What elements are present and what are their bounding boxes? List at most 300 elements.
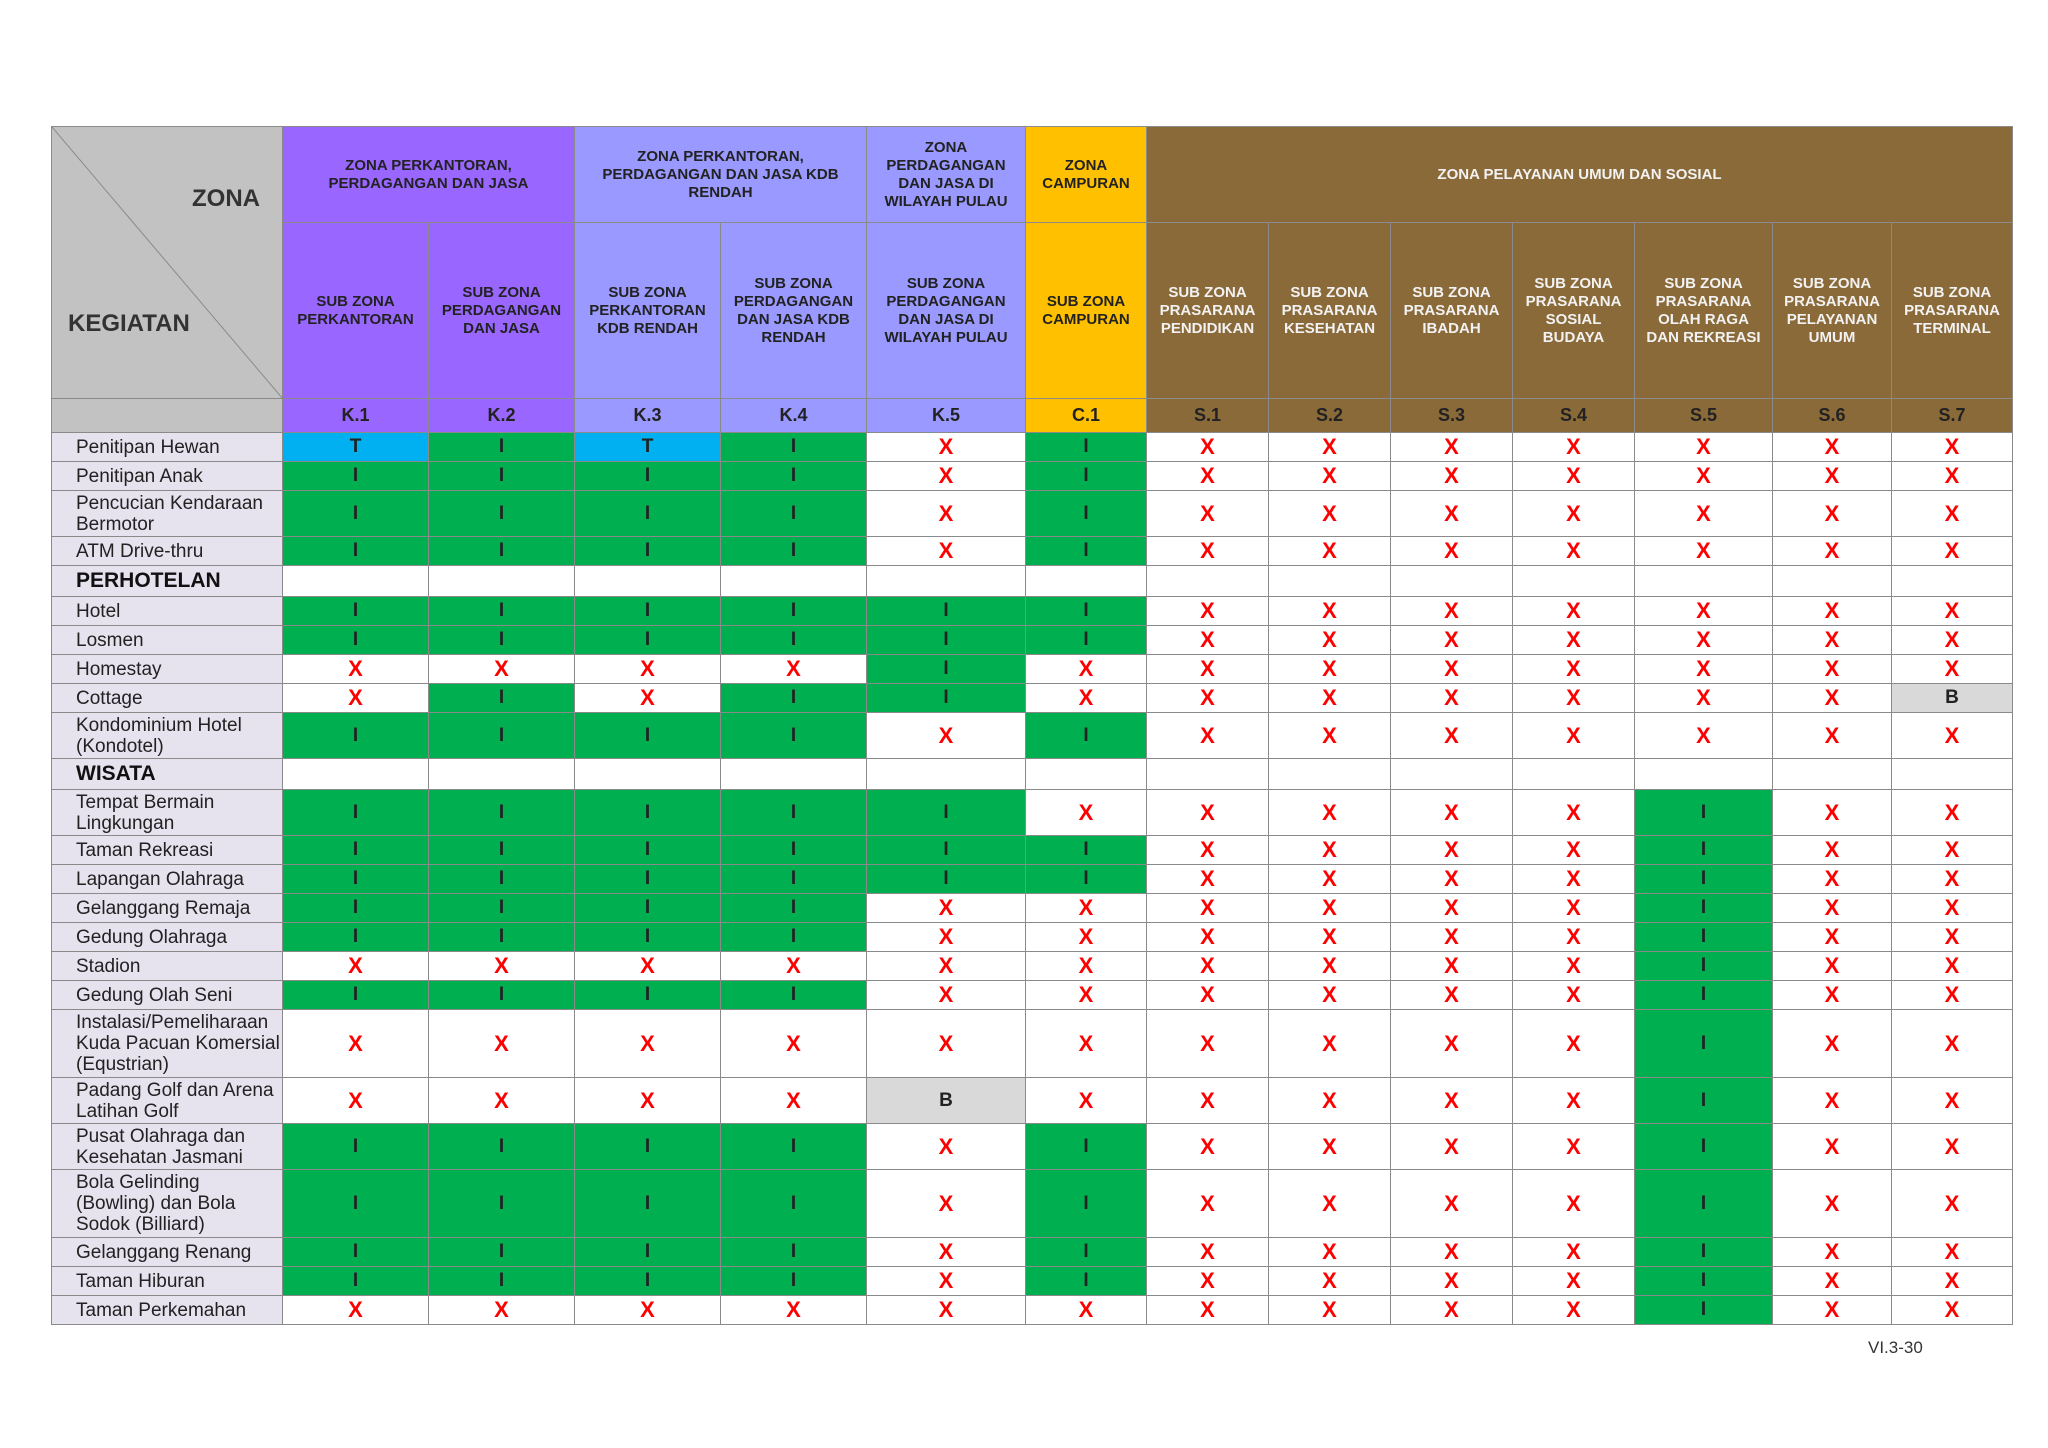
permission-cell: X	[1892, 597, 2013, 626]
permission-cell: I	[575, 865, 721, 894]
permission-cell: X	[1892, 491, 2013, 537]
permission-cell: I	[575, 790, 721, 836]
permission-cell: X	[1147, 626, 1269, 655]
zone-group-header: ZONA PERKANTORAN, PERDAGANGAN DAN JASA	[283, 127, 575, 223]
permission-cell: X	[1773, 1010, 1892, 1078]
permission-cell: X	[1269, 836, 1391, 865]
permission-cell: X	[1773, 491, 1892, 537]
permission-cell: X	[1892, 1078, 2013, 1124]
permission-cell: T	[283, 433, 429, 462]
activity-label: Gedung Olahraga	[52, 923, 283, 952]
permission-cell: X	[1026, 923, 1147, 952]
permission-cell: I	[721, 491, 867, 537]
permission-cell: X	[1147, 1170, 1269, 1238]
permission-cell: X	[1513, 462, 1635, 491]
permission-cell: I	[1026, 462, 1147, 491]
permission-cell: I	[867, 597, 1026, 626]
section-blank-cell	[1635, 759, 1773, 790]
permission-cell: I	[1635, 790, 1773, 836]
permission-cell: X	[575, 1296, 721, 1325]
permission-cell: I	[429, 1124, 575, 1170]
subzone-code: S.4	[1513, 399, 1635, 433]
permission-cell: I	[575, 981, 721, 1010]
permission-cell: I	[721, 713, 867, 759]
activity-label: Losmen	[52, 626, 283, 655]
section-blank-cell	[283, 759, 429, 790]
permission-cell: X	[1391, 1010, 1513, 1078]
section-blank-cell	[1635, 566, 1773, 597]
permission-cell: B	[867, 1078, 1026, 1124]
activity-label: Kondominium Hotel (Kondotel)	[52, 713, 283, 759]
permission-cell: X	[1147, 491, 1269, 537]
permission-cell: I	[283, 865, 429, 894]
permission-cell: X	[1635, 462, 1773, 491]
permission-cell: X	[1391, 713, 1513, 759]
permission-cell: X	[1147, 1078, 1269, 1124]
permission-cell: X	[1892, 790, 2013, 836]
permission-cell: X	[1513, 1267, 1635, 1296]
permission-cell: X	[1773, 865, 1892, 894]
permission-cell: X	[1892, 537, 2013, 566]
activity-label: Penitipan Hewan	[52, 433, 283, 462]
section-blank-cell	[283, 566, 429, 597]
table-row	[52, 1267, 2013, 1296]
permission-cell: I	[1635, 865, 1773, 894]
activity-label: ATM Drive-thru	[52, 537, 283, 566]
corner-diagonal	[52, 127, 283, 399]
permission-cell: I	[721, 981, 867, 1010]
subzone-code: K.5	[867, 399, 1026, 433]
permission-cell: X	[575, 655, 721, 684]
permission-cell: X	[1892, 923, 2013, 952]
permission-cell: X	[1773, 1124, 1892, 1170]
permission-cell: X	[1147, 952, 1269, 981]
table-row	[52, 597, 2013, 626]
permission-cell: I	[1026, 1267, 1147, 1296]
permission-cell: I	[429, 836, 575, 865]
section-row	[52, 566, 2013, 597]
activity-label: Padang Golf dan Arena Latihan Golf	[52, 1078, 283, 1124]
corner-header	[52, 127, 283, 399]
permission-cell: I	[721, 1124, 867, 1170]
permission-cell: X	[1513, 597, 1635, 626]
table-row	[52, 894, 2013, 923]
subzone-code: S.5	[1635, 399, 1773, 433]
permission-cell: X	[1269, 1010, 1391, 1078]
permission-cell: X	[1147, 1238, 1269, 1267]
subzone-code: S.1	[1147, 399, 1269, 433]
permission-cell: X	[721, 1296, 867, 1325]
permission-cell: X	[1391, 790, 1513, 836]
permission-cell: I	[429, 713, 575, 759]
permission-cell: X	[1026, 684, 1147, 713]
permission-cell: X	[1513, 1010, 1635, 1078]
permission-cell: X	[1513, 952, 1635, 981]
permission-cell: I	[283, 1238, 429, 1267]
permission-cell: X	[1391, 981, 1513, 1010]
permission-cell: X	[1391, 655, 1513, 684]
table-row	[52, 1296, 2013, 1325]
activity-label: Taman Rekreasi	[52, 836, 283, 865]
permission-cell: X	[1026, 952, 1147, 981]
permission-cell: X	[1391, 836, 1513, 865]
permission-cell: I	[283, 626, 429, 655]
permission-cell: X	[283, 684, 429, 713]
activity-label: Penitipan Anak	[52, 462, 283, 491]
permission-cell: X	[1513, 491, 1635, 537]
permission-cell: X	[1391, 597, 1513, 626]
permission-cell: X	[1892, 462, 2013, 491]
activity-label: Tempat Bermain Lingkungan	[52, 790, 283, 836]
permission-cell: X	[867, 1238, 1026, 1267]
permission-cell: I	[721, 462, 867, 491]
table-row	[52, 1124, 2013, 1170]
permission-cell: X	[1269, 1170, 1391, 1238]
permission-cell: X	[1513, 433, 1635, 462]
permission-cell: I	[575, 894, 721, 923]
zone-group-header: ZONA PERDAGANGAN DAN JASA DI WILAYAH PULAU	[867, 127, 1026, 223]
permission-cell: I	[1026, 491, 1147, 537]
permission-cell: X	[1391, 491, 1513, 537]
activity-label: Pusat Olahraga dan Kesehatan Jasmani	[52, 1124, 283, 1170]
table-row	[52, 923, 2013, 952]
permission-cell: X	[1773, 1267, 1892, 1296]
permission-cell: X	[1026, 981, 1147, 1010]
permission-cell: I	[575, 462, 721, 491]
permission-cell: I	[1635, 1078, 1773, 1124]
table-row	[52, 981, 2013, 1010]
permission-cell: X	[1773, 626, 1892, 655]
permission-cell: I	[867, 655, 1026, 684]
subzone-header: SUB ZONA PERDAGANGAN DAN JASA KDB RENDAH	[721, 223, 867, 399]
section-blank-cell	[721, 566, 867, 597]
permission-cell: X	[1391, 1267, 1513, 1296]
permission-cell: X	[1269, 626, 1391, 655]
permission-cell: X	[1147, 1124, 1269, 1170]
subzone-header: SUB ZONA PERKANTORAN	[283, 223, 429, 399]
permission-cell: I	[1635, 1267, 1773, 1296]
permission-cell: X	[1269, 1078, 1391, 1124]
permission-cell: X	[1892, 1124, 2013, 1170]
permission-cell: X	[1773, 894, 1892, 923]
permission-cell: X	[575, 684, 721, 713]
permission-cell: X	[1635, 491, 1773, 537]
section-blank-cell	[1147, 566, 1269, 597]
permission-cell: X	[1269, 1267, 1391, 1296]
permission-cell: X	[1269, 952, 1391, 981]
permission-cell: X	[1147, 894, 1269, 923]
subzone-header: SUB ZONA PRASARANA PELAYANAN UMUM	[1773, 223, 1892, 399]
code-header-blank	[52, 399, 283, 433]
permission-cell: X	[1269, 537, 1391, 566]
subzone-header: SUB ZONA PRASARANA KESEHATAN	[1269, 223, 1391, 399]
permission-cell: X	[1635, 684, 1773, 713]
permission-cell: X	[1892, 981, 2013, 1010]
section-blank-cell	[721, 759, 867, 790]
table-row	[52, 433, 2013, 462]
permission-cell: X	[1773, 790, 1892, 836]
subzone-header: SUB ZONA PERKANTORAN KDB RENDAH	[575, 223, 721, 399]
table-row	[52, 1078, 2013, 1124]
section-blank-cell	[1269, 759, 1391, 790]
subzone-code: S.6	[1773, 399, 1892, 433]
permission-cell: X	[1147, 713, 1269, 759]
permission-cell: X	[1391, 1238, 1513, 1267]
section-blank-cell	[1892, 759, 2013, 790]
permission-cell: X	[1513, 790, 1635, 836]
permission-cell: I	[867, 836, 1026, 865]
permission-cell: I	[575, 1124, 721, 1170]
permission-cell: I	[721, 923, 867, 952]
table-row	[52, 462, 2013, 491]
permission-cell: X	[1269, 1238, 1391, 1267]
permission-cell: X	[1892, 894, 2013, 923]
activity-label: Stadion	[52, 952, 283, 981]
permission-cell: X	[1147, 790, 1269, 836]
permission-cell: I	[429, 1267, 575, 1296]
permission-cell: X	[1391, 537, 1513, 566]
permission-cell: I	[283, 537, 429, 566]
permission-cell: I	[1635, 836, 1773, 865]
permission-cell: X	[867, 1170, 1026, 1238]
permission-cell: X	[1026, 894, 1147, 923]
permission-cell: X	[1269, 684, 1391, 713]
permission-cell: I	[1635, 1170, 1773, 1238]
permission-cell: X	[1635, 597, 1773, 626]
permission-cell: X	[1513, 981, 1635, 1010]
permission-cell: X	[867, 1010, 1026, 1078]
permission-cell: X	[283, 952, 429, 981]
permission-cell: X	[867, 894, 1026, 923]
permission-cell: I	[721, 836, 867, 865]
page-number: VI.3-30	[1868, 1338, 1923, 1357]
subzone-code: C.1	[1026, 399, 1147, 433]
permission-cell: X	[867, 1124, 1026, 1170]
permission-cell: X	[1147, 462, 1269, 491]
section-row	[52, 759, 2013, 790]
permission-cell: I	[283, 1267, 429, 1296]
table-row	[52, 684, 2013, 713]
permission-cell: X	[1892, 1267, 2013, 1296]
permission-cell: I	[575, 1238, 721, 1267]
permission-cell: X	[1892, 865, 2013, 894]
section-blank-cell	[867, 566, 1026, 597]
permission-cell: X	[575, 1078, 721, 1124]
permission-cell: I	[1026, 1238, 1147, 1267]
permission-cell: I	[1026, 537, 1147, 566]
section-blank-cell	[429, 759, 575, 790]
permission-cell: X	[1513, 923, 1635, 952]
permission-cell: X	[1635, 655, 1773, 684]
permission-cell: I	[1635, 981, 1773, 1010]
permission-cell: X	[1513, 1296, 1635, 1325]
permission-cell: X	[429, 655, 575, 684]
table-row	[52, 865, 2013, 894]
permission-cell: I	[1635, 1238, 1773, 1267]
table-row	[52, 836, 2013, 865]
zone-group-header: ZONA PELAYANAN UMUM DAN SOSIAL	[1147, 127, 2013, 223]
permission-cell: X	[1269, 1296, 1391, 1325]
permission-cell: X	[867, 713, 1026, 759]
permission-cell: I	[721, 597, 867, 626]
permission-cell: I	[429, 894, 575, 923]
section-blank-cell	[1147, 759, 1269, 790]
kegiatan-label: KEGIATAN	[68, 310, 190, 337]
permission-cell: I	[575, 923, 721, 952]
subzone-code: K.4	[721, 399, 867, 433]
permission-cell: X	[867, 923, 1026, 952]
permission-cell: X	[1269, 491, 1391, 537]
section-label: PERHOTELAN	[52, 566, 283, 597]
permission-cell: I	[1026, 836, 1147, 865]
permission-cell: I	[429, 433, 575, 462]
permission-cell: I	[1026, 1124, 1147, 1170]
permission-cell: X	[1269, 713, 1391, 759]
permission-cell: I	[575, 597, 721, 626]
permission-cell: I	[575, 491, 721, 537]
permission-cell: X	[1269, 894, 1391, 923]
permission-cell: X	[1269, 655, 1391, 684]
permission-cell: X	[575, 952, 721, 981]
activity-label: Taman Perkemahan	[52, 1296, 283, 1325]
permission-cell: X	[1635, 713, 1773, 759]
permission-cell: X	[575, 1010, 721, 1078]
section-blank-cell	[867, 759, 1026, 790]
permission-cell: I	[721, 537, 867, 566]
permission-cell: I	[429, 537, 575, 566]
permission-cell: X	[429, 1010, 575, 1078]
permission-cell: I	[1635, 952, 1773, 981]
activity-label: Gelanggang Renang	[52, 1238, 283, 1267]
permission-cell: I	[867, 626, 1026, 655]
subzone-header: SUB ZONA PRASARANA OLAH RAGA DAN REKREASI	[1635, 223, 1773, 399]
subzone-code: K.1	[283, 399, 429, 433]
permission-cell: X	[867, 1267, 1026, 1296]
permission-cell: X	[1773, 923, 1892, 952]
permission-cell: I	[721, 684, 867, 713]
permission-cell: X	[1269, 865, 1391, 894]
activity-label: Taman Hiburan	[52, 1267, 283, 1296]
permission-cell: X	[1513, 1170, 1635, 1238]
permission-cell: X	[1391, 1078, 1513, 1124]
permission-cell: X	[1892, 1238, 2013, 1267]
permission-cell: I	[1635, 1124, 1773, 1170]
permission-cell: X	[1513, 655, 1635, 684]
permission-cell: X	[1026, 1078, 1147, 1124]
activity-label: Lapangan Olahraga	[52, 865, 283, 894]
permission-cell: X	[1147, 923, 1269, 952]
permission-cell: I	[283, 923, 429, 952]
permission-cell: I	[429, 462, 575, 491]
permission-cell: X	[1892, 626, 2013, 655]
permission-cell: X	[1269, 462, 1391, 491]
subzone-code: S.7	[1892, 399, 2013, 433]
permission-cell: I	[429, 790, 575, 836]
permission-cell: X	[1391, 865, 1513, 894]
permission-cell: X	[1026, 655, 1147, 684]
permission-cell: X	[867, 952, 1026, 981]
permission-cell: X	[1147, 836, 1269, 865]
permission-cell: I	[429, 981, 575, 1010]
table-row	[52, 491, 2013, 537]
permission-cell: I	[429, 684, 575, 713]
table-row	[52, 626, 2013, 655]
subzone-code: K.3	[575, 399, 721, 433]
section-blank-cell	[1513, 759, 1635, 790]
permission-cell: I	[575, 1267, 721, 1296]
subzone-header: SUB ZONA CAMPURAN	[1026, 223, 1147, 399]
permission-cell: I	[1026, 865, 1147, 894]
section-blank-cell	[1892, 566, 2013, 597]
permission-cell: X	[867, 981, 1026, 1010]
permission-cell: I	[721, 626, 867, 655]
section-blank-cell	[575, 566, 721, 597]
permission-cell: I	[575, 713, 721, 759]
permission-cell: I	[867, 865, 1026, 894]
section-blank-cell	[575, 759, 721, 790]
permission-cell: X	[1026, 1010, 1147, 1078]
subzone-header: SUB ZONA PERDAGANGAN DAN JASA DI WILAYAH PULAU	[867, 223, 1026, 399]
permission-cell: B	[1892, 684, 2013, 713]
permission-cell: X	[1892, 655, 2013, 684]
permission-cell: I	[283, 1170, 429, 1238]
section-blank-cell	[1773, 759, 1892, 790]
activity-label: Hotel	[52, 597, 283, 626]
permission-cell: X	[283, 1010, 429, 1078]
permission-cell: X	[283, 1296, 429, 1325]
permission-cell: X	[1773, 1078, 1892, 1124]
permission-cell: X	[1026, 790, 1147, 836]
permission-cell: X	[1892, 433, 2013, 462]
zona-label: ZONA	[192, 185, 260, 212]
permission-cell: X	[1513, 1078, 1635, 1124]
permission-cell: X	[1773, 655, 1892, 684]
permission-cell: X	[1147, 684, 1269, 713]
permission-cell: X	[1391, 894, 1513, 923]
permission-cell: I	[575, 537, 721, 566]
subzone-header: SUB ZONA PERDAGANGAN DAN JASA	[429, 223, 575, 399]
permission-cell: X	[1147, 655, 1269, 684]
zone-group-header: ZONA CAMPURAN	[1026, 127, 1147, 223]
permission-cell: X	[1513, 1238, 1635, 1267]
permission-cell: X	[1391, 1170, 1513, 1238]
permission-cell: X	[1269, 790, 1391, 836]
permission-cell: I	[1026, 597, 1147, 626]
permission-cell: I	[721, 1170, 867, 1238]
permission-cell: X	[1773, 1238, 1892, 1267]
permission-cell: X	[1391, 1124, 1513, 1170]
permission-cell: X	[1147, 981, 1269, 1010]
permission-cell: X	[1773, 537, 1892, 566]
permission-cell: X	[1269, 597, 1391, 626]
subzone-header: SUB ZONA PRASARANA IBADAH	[1391, 223, 1513, 399]
table-row	[52, 952, 2013, 981]
permission-cell: X	[1773, 713, 1892, 759]
permission-cell: I	[283, 894, 429, 923]
subzone-header: SUB ZONA PRASARANA PENDIDIKAN	[1147, 223, 1269, 399]
activity-label: Homestay	[52, 655, 283, 684]
permission-cell: I	[721, 1238, 867, 1267]
permission-cell: X	[721, 952, 867, 981]
permission-cell: X	[1513, 713, 1635, 759]
permission-cell: X	[1391, 433, 1513, 462]
permission-cell: I	[283, 491, 429, 537]
subzone-header: SUB ZONA PRASARANA SOSIAL BUDAYA	[1513, 223, 1635, 399]
permission-cell: I	[1635, 923, 1773, 952]
permission-cell: X	[1147, 1267, 1269, 1296]
permission-cell: I	[721, 1267, 867, 1296]
permission-cell: T	[575, 433, 721, 462]
